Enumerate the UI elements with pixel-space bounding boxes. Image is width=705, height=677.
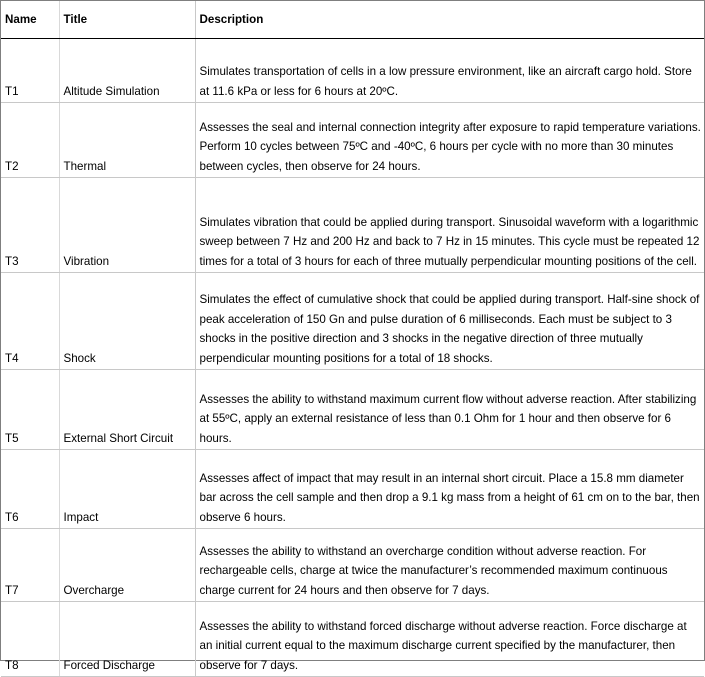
header-title: Title — [59, 1, 195, 39]
test-table — [1, 1, 704, 677]
cell-title: External Short Circuit — [59, 370, 195, 450]
table-row — [1, 178, 704, 273]
cell-description: Assesses the ability to withstand maximum current flow without adverse reaction. After stabilizing at 55ºC, apply an external resistance of less than 0.1 Ohm for 1 hour and then observe for 6 hours. — [195, 370, 704, 450]
table-body — [1, 39, 704, 677]
cell-description: Assesses the ability to withstand forced discharge without adverse reaction. Force discharge at an initial current equal to the maximum discharge current specified by the manufacturer, then observe for 7 days. — [195, 602, 704, 677]
cell-title: Vibration — [59, 178, 195, 273]
cell-description: Simulates vibration that could be applied during transport. Sinusoidal waveform with a logarithmic sweep between 7 Hz and 200 Hz and back to 7 Hz in 15 minutes. This cycle must be repeated 12 times for a total of 3 hours for each of three mutually perpendicular mounting positions of the cell. — [195, 178, 704, 273]
header-description: Description — [195, 1, 704, 39]
cell-name: T5 — [1, 370, 59, 450]
table-row — [1, 39, 704, 103]
cell-title: Forced Discharge — [59, 602, 195, 677]
cell-title: Thermal — [59, 103, 195, 178]
table-row — [1, 450, 704, 529]
table-row — [1, 602, 704, 677]
cell-description: Simulates transportation of cells in a low pressure environment, like an aircraft cargo hold. Store at 11.6 kPa or less for 6 hours at 20ºC. — [195, 39, 704, 103]
cell-name: T6 — [1, 450, 59, 529]
cell-title: Impact — [59, 450, 195, 529]
cell-title: Overcharge — [59, 529, 195, 602]
table-row — [1, 103, 704, 178]
cell-description: Assesses the ability to withstand an overcharge condition without adverse reaction. For rechargeable cells, charge at twice the manufacturer’s recommended maximum continuous charge current for 24 hours and then observe for 7 days. — [195, 529, 704, 602]
cell-description: Assesses affect of impact that may result in an internal short circuit. Place a 15.8 mm diameter bar across the cell sample and then drop a 9.1 kg mass from a height of 61 cm on to the bar, then observe 6 hours. — [195, 450, 704, 529]
table-row — [1, 273, 704, 370]
cell-title: Shock — [59, 273, 195, 370]
cell-name: T7 — [1, 529, 59, 602]
cell-description: Simulates the effect of cumulative shock that could be applied during transport. Half-sine shock of peak acceleration of 150 Gn and pulse duration of 6 milliseconds. Each must be subject to 3 shocks in the positive direction and 3 shocks in the negative direction of three mutually perpendicular mounting positions for a total of 18 shocks. — [195, 273, 704, 370]
cell-name: T1 — [1, 39, 59, 103]
cell-name: T2 — [1, 103, 59, 178]
header-row — [1, 1, 704, 39]
table-row — [1, 529, 704, 602]
cell-name: T8 — [1, 602, 59, 677]
cell-description: Assesses the seal and internal connection integrity after exposure to rapid temperature variations. Perform 10 cycles between 75ºC and -40ºC, 6 hours per cycle with no more than 30 minutes between cycles, then observe for 24 hours. — [195, 103, 704, 178]
cell-name: T4 — [1, 273, 59, 370]
table-row — [1, 370, 704, 450]
cell-name: T3 — [1, 178, 59, 273]
header-name: Name — [1, 1, 59, 39]
cell-title: Altitude Simulation — [59, 39, 195, 103]
